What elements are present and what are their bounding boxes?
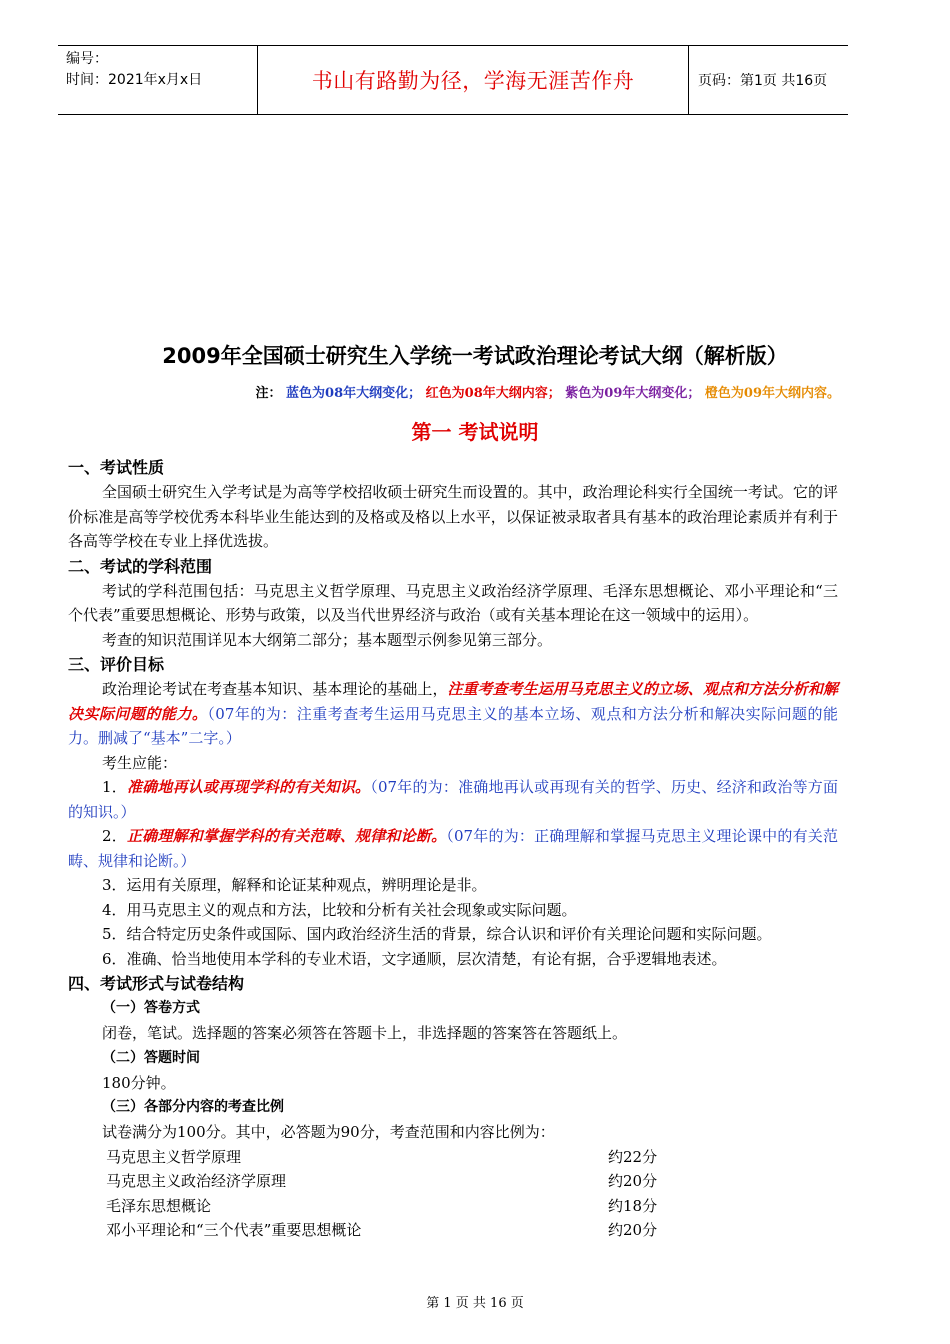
section-heading: 二、考试的学科范围 [68, 556, 213, 576]
score-row [68, 1169, 838, 1194]
subject-name: 毛泽东思想概论 [106, 1196, 212, 1215]
document-title: 2009年全国硕士研究生入学统一考试政治理论考试大纲（解析版） [162, 344, 788, 368]
subsection-heading: （三）各部分内容的考查比例 [102, 1099, 284, 1115]
subsection-heading: （二）答题时间 [102, 1049, 200, 1066]
note-purple: 紫色为09年大纲变化； [565, 386, 701, 401]
paragraph: 闭卷，笔试。选择题的答案必须答在答题卡上，非选择题的答案答在答题纸上。 [102, 1024, 628, 1042]
subject-score: 约18分 [608, 1196, 658, 1215]
subsection-heading: （一）答卷方式 [102, 1000, 200, 1016]
header-motto: 书山有路勤为径，学海无涯苦作舟 [258, 46, 689, 114]
paragraph: 考试的学科范围包括：马克思主义哲学原理、马克思主义政治经济学原理、毛泽东思想概论、邓小平理论和“三个代表”重要思想概论、形势与政策，以及当代世界经济与政治（或有关基本理论在这一领域中的运用）。 [68, 581, 838, 624]
section-heading: 四、考试形式与试卷结构 [68, 974, 245, 993]
score-row [68, 1145, 838, 1170]
paragraph: 考查的知识范围详见本大纲第二部分；基本题型示例参见第三部分。 [102, 630, 553, 649]
time-label: 时间：2021年x月x日 [66, 72, 203, 88]
highlight-text: 注重考查考生运用马克思主义的立场、观点和方法分析和解决实际问题的能力。 [68, 680, 838, 723]
paragraph: 全国硕士研究生入学考试是为高等学校招收硕士研究生而设置的。其中，政治理论科实行全国统一考试。它的评价标准是高等学校优秀本科毕业生能达到的及格或及格以上水平，以保证被录取者具有基本的政治理论素质并有利于各高等学校在专业上择优选拔。 [68, 483, 838, 550]
section-heading: 一、考试性质 [68, 458, 165, 477]
header-page-label: 页码：第1页 共16页 [698, 73, 828, 89]
list-item [68, 775, 838, 824]
header-table [58, 45, 848, 115]
note-orange: 橙色为09年大纲内容。 [704, 386, 840, 401]
subject-score: 约20分 [608, 1172, 658, 1190]
section-heading: 三、评价目标 [68, 655, 165, 674]
page-footer: 第 1 页 共 16 页 [426, 1296, 524, 1311]
change-note: （07年的为：正确理解和掌握马克思主义理论课中的有关范畴、规律和论断。） [68, 827, 838, 870]
note-red: 红色为08年大纲内容； [425, 386, 561, 401]
paragraph [68, 677, 838, 751]
score-row [68, 1218, 838, 1243]
list-item [68, 824, 838, 873]
item-number: 2． [102, 827, 127, 845]
subject-name: 邓小平理论和“三个代表”重要思想概论 [106, 1221, 362, 1239]
number-label: 编号： [66, 51, 108, 67]
text: 政治理论考试在考查基本知识、基本理论的基础上， [102, 680, 448, 698]
change-note: （07年的为：注重考查考生运用马克思主义的基本立场、观点和方法分析和解决实际问题的能力。删减了“基本”二字。） [68, 704, 838, 747]
note-prefix: 注： [255, 386, 282, 401]
subject-score: 约22分 [608, 1147, 658, 1166]
subject-name: 马克思主义哲学原理 [106, 1147, 242, 1166]
paragraph: 试卷满分为100分。其中，必答题为90分，考查范围和内容比例为： [102, 1123, 555, 1141]
highlight-text: 正确理解和掌握学科的有关范畴、规律和论断。 [126, 827, 447, 845]
paragraph: 180分钟。 [102, 1073, 176, 1092]
color-legend-note [255, 382, 840, 401]
list-item: 5．结合特定历史条件或国际、国内政治经济生活的背景，综合认识和评价有关理论问题和实际问题。 [102, 925, 772, 943]
subject-name: 马克思主义政治经济学原理 [106, 1172, 287, 1190]
list-item: 3．运用有关原理，解释和论证某种观点，辨明理论是非。 [102, 876, 487, 894]
part-title: 第一 考试说明 [411, 420, 539, 444]
note-blue: 蓝色为08年大纲变化； [286, 386, 422, 401]
list-item: 6．准确、恰当地使用本学科的专业术语，文字通顺，层次清楚，有论有据，合乎逻辑地表述。 [102, 949, 727, 968]
item-number: 1． [102, 778, 127, 796]
subject-score: 约20分 [608, 1221, 658, 1239]
score-row [68, 1194, 838, 1219]
paragraph: 考生应能： [102, 753, 178, 772]
header-meta [58, 46, 258, 114]
highlight-text: 准确地再认或再现学科的有关知识。 [126, 778, 371, 796]
change-note: （07年的为：准确地再认或再现有关的哲学、历史、经济和政治等方面的知识。） [68, 778, 839, 821]
list-item: 4．用马克思主义的观点和方法，比较和分析有关社会现象或实际问题。 [102, 900, 577, 919]
document-body [68, 455, 838, 1243]
